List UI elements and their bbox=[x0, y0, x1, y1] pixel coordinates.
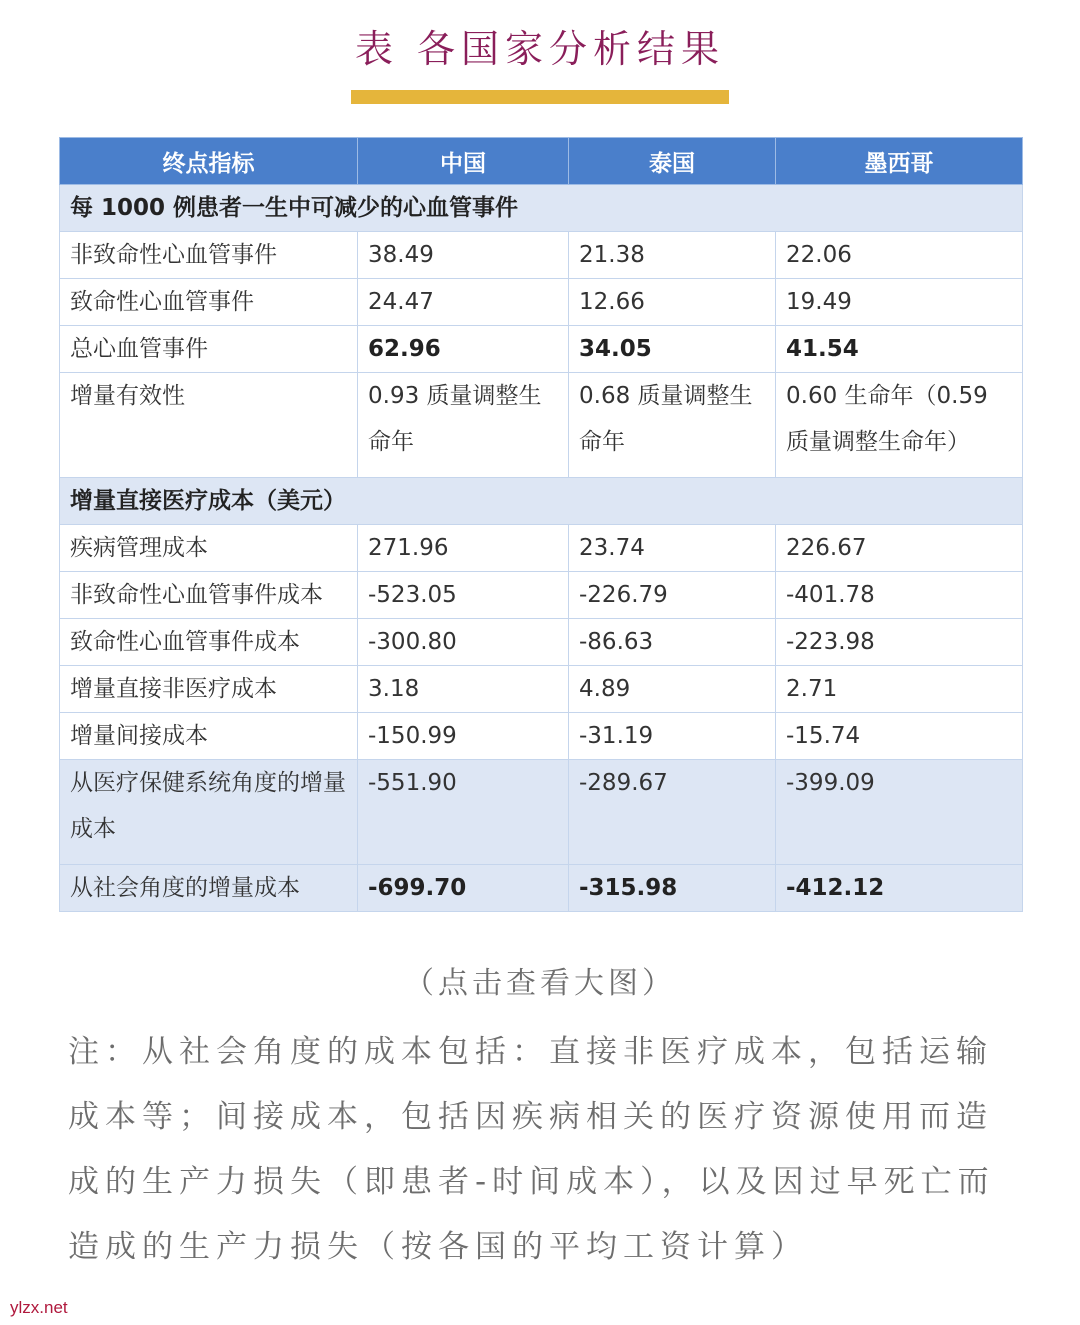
results-table[interactable] bbox=[59, 137, 1023, 912]
cell-thailand: -289.67 bbox=[569, 760, 776, 865]
row-label: 致命性心血管事件成本 bbox=[60, 619, 358, 666]
watermark: ylzx.net bbox=[10, 1298, 68, 1317]
cell-mexico: -399.09 bbox=[776, 760, 1023, 865]
section-title: 每 1000 例患者一生中可减少的心血管事件 bbox=[60, 185, 1023, 232]
header-china: 中国 bbox=[358, 138, 569, 185]
cell-mexico: 226.67 bbox=[776, 525, 1023, 572]
section-row bbox=[60, 185, 1023, 232]
cell-china: 24.47 bbox=[358, 279, 569, 326]
page-title: 表 各国家分析结果 bbox=[354, 27, 726, 71]
row-label: 增量直接非医疗成本 bbox=[60, 666, 358, 713]
cell-mexico: 19.49 bbox=[776, 279, 1023, 326]
row-label: 致命性心血管事件 bbox=[60, 279, 358, 326]
table-row bbox=[60, 572, 1023, 619]
cell-thailand: -226.79 bbox=[569, 572, 776, 619]
row-label: 从社会角度的增量成本 bbox=[60, 865, 358, 912]
row-label: 增量有效性 bbox=[60, 373, 358, 478]
cell-thailand: 12.66 bbox=[569, 279, 776, 326]
cell-china: -699.70 bbox=[358, 865, 569, 912]
cell-china: 3.18 bbox=[358, 666, 569, 713]
table-row bbox=[60, 326, 1023, 373]
cell-thailand: -31.19 bbox=[569, 713, 776, 760]
title-underline bbox=[351, 90, 729, 104]
cell-thailand: 0.68 质量调整生命年 bbox=[569, 373, 776, 478]
view-large-image-link[interactable]: （点击查看大图） bbox=[404, 966, 676, 1001]
table-row bbox=[60, 619, 1023, 666]
section-title: 增量直接医疗成本（美元） bbox=[60, 478, 1023, 525]
cell-mexico: 22.06 bbox=[776, 232, 1023, 279]
footnote: 注：从社会角度的成本包括：直接非医疗成本，包括运输成本等；间接成本，包括因疾病相关的医疗资源使用而造成的生产力损失（即患者-时间成本），以及因过早死亡而造成的生产力损失（按各国的平均工资计算） bbox=[68, 1034, 995, 1265]
cell-mexico: -223.98 bbox=[776, 619, 1023, 666]
cell-mexico: 2.71 bbox=[776, 666, 1023, 713]
header-row bbox=[60, 138, 1023, 185]
cell-china: -300.80 bbox=[358, 619, 569, 666]
cell-china: -150.99 bbox=[358, 713, 569, 760]
cell-mexico: 41.54 bbox=[776, 326, 1023, 373]
cell-thailand: -315.98 bbox=[569, 865, 776, 912]
header-mexico: 墨西哥 bbox=[776, 138, 1023, 185]
cell-china: 38.49 bbox=[358, 232, 569, 279]
cell-mexico: -412.12 bbox=[776, 865, 1023, 912]
table-row bbox=[60, 865, 1023, 912]
table-row bbox=[60, 760, 1023, 865]
table-row bbox=[60, 713, 1023, 760]
cell-thailand: 34.05 bbox=[569, 326, 776, 373]
row-label: 从医疗保健系统角度的增量成本 bbox=[60, 760, 358, 865]
cell-mexico: -401.78 bbox=[776, 572, 1023, 619]
row-label: 总心血管事件 bbox=[60, 326, 358, 373]
row-label: 增量间接成本 bbox=[60, 713, 358, 760]
cell-thailand: 23.74 bbox=[569, 525, 776, 572]
row-label: 非致命性心血管事件成本 bbox=[60, 572, 358, 619]
table-row bbox=[60, 279, 1023, 326]
cell-thailand: -86.63 bbox=[569, 619, 776, 666]
header-endpoint: 终点指标 bbox=[60, 138, 358, 185]
row-label: 疾病管理成本 bbox=[60, 525, 358, 572]
cell-mexico: 0.60 生命年（0.59 质量调整生命年） bbox=[776, 373, 1023, 478]
cell-china: -551.90 bbox=[358, 760, 569, 865]
cell-thailand: 21.38 bbox=[569, 232, 776, 279]
section-row bbox=[60, 478, 1023, 525]
cell-china: 0.93 质量调整生命年 bbox=[358, 373, 569, 478]
table-row bbox=[60, 232, 1023, 279]
row-label: 非致命性心血管事件 bbox=[60, 232, 358, 279]
header-thailand: 泰国 bbox=[569, 138, 776, 185]
cell-mexico: -15.74 bbox=[776, 713, 1023, 760]
table-row bbox=[60, 373, 1023, 478]
table-row bbox=[60, 666, 1023, 713]
cell-thailand: 4.89 bbox=[569, 666, 776, 713]
cell-china: -523.05 bbox=[358, 572, 569, 619]
cell-china: 271.96 bbox=[358, 525, 569, 572]
table-row bbox=[60, 525, 1023, 572]
cell-china: 62.96 bbox=[358, 326, 569, 373]
